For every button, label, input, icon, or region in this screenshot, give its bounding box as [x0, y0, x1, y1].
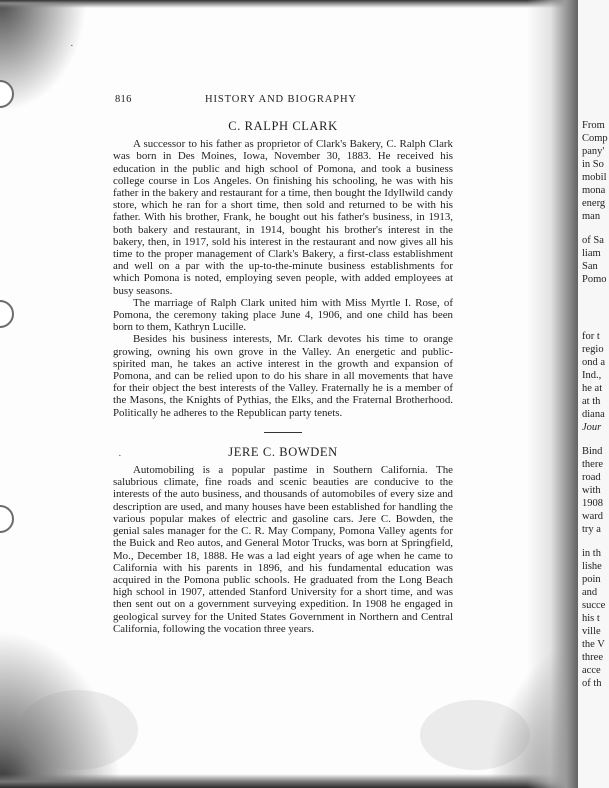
facing-line: mona: [582, 185, 606, 196]
facing-line: three: [582, 652, 603, 663]
scan-speck: ·: [70, 40, 74, 52]
scan-speck: ·: [118, 450, 122, 462]
section-divider: [264, 432, 302, 433]
biography-heading: JERE C. BOWDEN: [228, 444, 338, 459]
facing-line: he at: [582, 383, 603, 394]
facing-line: Pomo: [582, 274, 607, 285]
facing-line: the V: [582, 639, 605, 650]
facing-line: of Sa: [582, 235, 604, 246]
facing-line: pany': [582, 146, 605, 157]
facing-line: ville: [582, 626, 601, 637]
biography-heading: C. RALPH CLARK: [228, 119, 338, 133]
facing-line: San: [582, 261, 598, 272]
facing-line: Jour: [582, 422, 602, 433]
facing-line: Bind: [582, 446, 603, 457]
book-gutter-shadow: [527, 0, 579, 788]
facing-line: ond a: [582, 357, 606, 368]
facing-line: 1908: [582, 498, 603, 509]
scan-smudge: [18, 690, 138, 770]
facing-line: in th: [582, 548, 601, 559]
biography-paragraph: Besides his business interests, Mr. Clark devotes his time to orange growing, owning his own grove in the Valley. An energetic and public-spirited man, he takes an active interest in the growth and expansion of Pomona, and can be relied upon to do his share in all movements that have for their object the best interests of the Valley. Fraternally he is a member of the Masons, the Knights of Pythias, the Elks, and the Fraternal Brotherhood. Politically he adheres to the Republican party tenets.: [113, 333, 453, 419]
facing-line: for t: [582, 331, 600, 342]
book-page: [113, 94, 453, 635]
running-head: [113, 94, 453, 112]
facing-line: Ind.,: [582, 370, 602, 381]
facing-line: with: [582, 485, 601, 496]
facing-line: regio: [582, 344, 604, 355]
scan-bottom-edge: [0, 774, 609, 788]
scan-smudge: [420, 700, 530, 770]
facing-line: of th: [582, 678, 602, 689]
facing-line: diana: [582, 409, 605, 420]
facing-line: man: [582, 211, 601, 222]
facing-line: there: [582, 459, 603, 470]
facing-line: at th: [582, 396, 601, 407]
running-title: HISTORY AND BIOGRAPHY: [205, 94, 357, 105]
facing-line: From: [582, 120, 605, 131]
facing-line: Comp: [582, 133, 608, 144]
facing-line: acce: [582, 665, 601, 676]
facing-line: poin: [582, 574, 601, 585]
facing-line: in So: [582, 159, 604, 170]
scan-top-edge: [0, 0, 609, 8]
facing-line: succe: [582, 600, 606, 611]
facing-line: his t: [582, 613, 600, 624]
facing-page-edge: [578, 0, 609, 788]
facing-line: energ: [582, 198, 606, 209]
facing-line: liam: [582, 248, 601, 259]
biography-paragraph: Automobiling is a popular pastime in Southern California. The salubrious climate, fine roads and scenic beauties are conducive to the interests of the auto business, and thousands of automobiles of every size and description are used, and many houses have been established for handling the various popular makes of electric and gasoline cars. Jere C. Bowden, the genial sales manager for the C. R. May Company, Pomona Valley agents for the Buick and Reo autos, and General Motor Trucks, was born at Springfield, Mo., December 18, 1888. He was a lad eight years of age when he came to California with his parents in 1896, and his fundamental education was acquired in the Pomona public schools. He graduated from the Long Beach high school in 1907, attended Stanford University for a short time, and was then sent out on a government surveying expedition. In 1908 he engaged in geological survey for the United States Government in Northern and Central California, following the vocation three years.: [113, 464, 453, 635]
facing-line: lishe: [582, 561, 602, 572]
biography-paragraph: A successor to his father as proprietor of Clark's Bakery, C. Ralph Clark was born in Des Moines, Iowa, November 30, 1883. He received his education in the public and high school of Pomona, and took a business college course in Los Angeles. On finishing his schooling, he was with his father in the bakery and restaurant for a time, then bought the Idyllwild candy store, which he ran for a short time, then sold and returned to be with his father. With his brother, Frank, he bought out his father's business, in 1913, both bakery and restaurant, in 1914, bought his brother's interest in the bakery, then, in 1917, sold his interest in the restaurant and now gives all his time to the proper management of Clark's Bakery, a first-class establishment and well on a par with the up-to-the-minute business establishments for which Pomona is noted, employing seven people, with added employees at busy seasons.: [113, 138, 453, 297]
facing-line: ward: [582, 511, 603, 522]
biography-paragraph: The marriage of Ralph Clark united him with Miss Myrtle I. Rose, of Pomona, the ceremony taking place June 4, 1906, and one child has been born to them, Kathryn Lucille.: [113, 296, 453, 334]
facing-line: mobil: [582, 172, 607, 183]
facing-line: road: [582, 472, 601, 483]
facing-line: try a: [582, 524, 601, 535]
facing-line: and: [582, 587, 598, 598]
page-number: 816: [115, 94, 132, 105]
